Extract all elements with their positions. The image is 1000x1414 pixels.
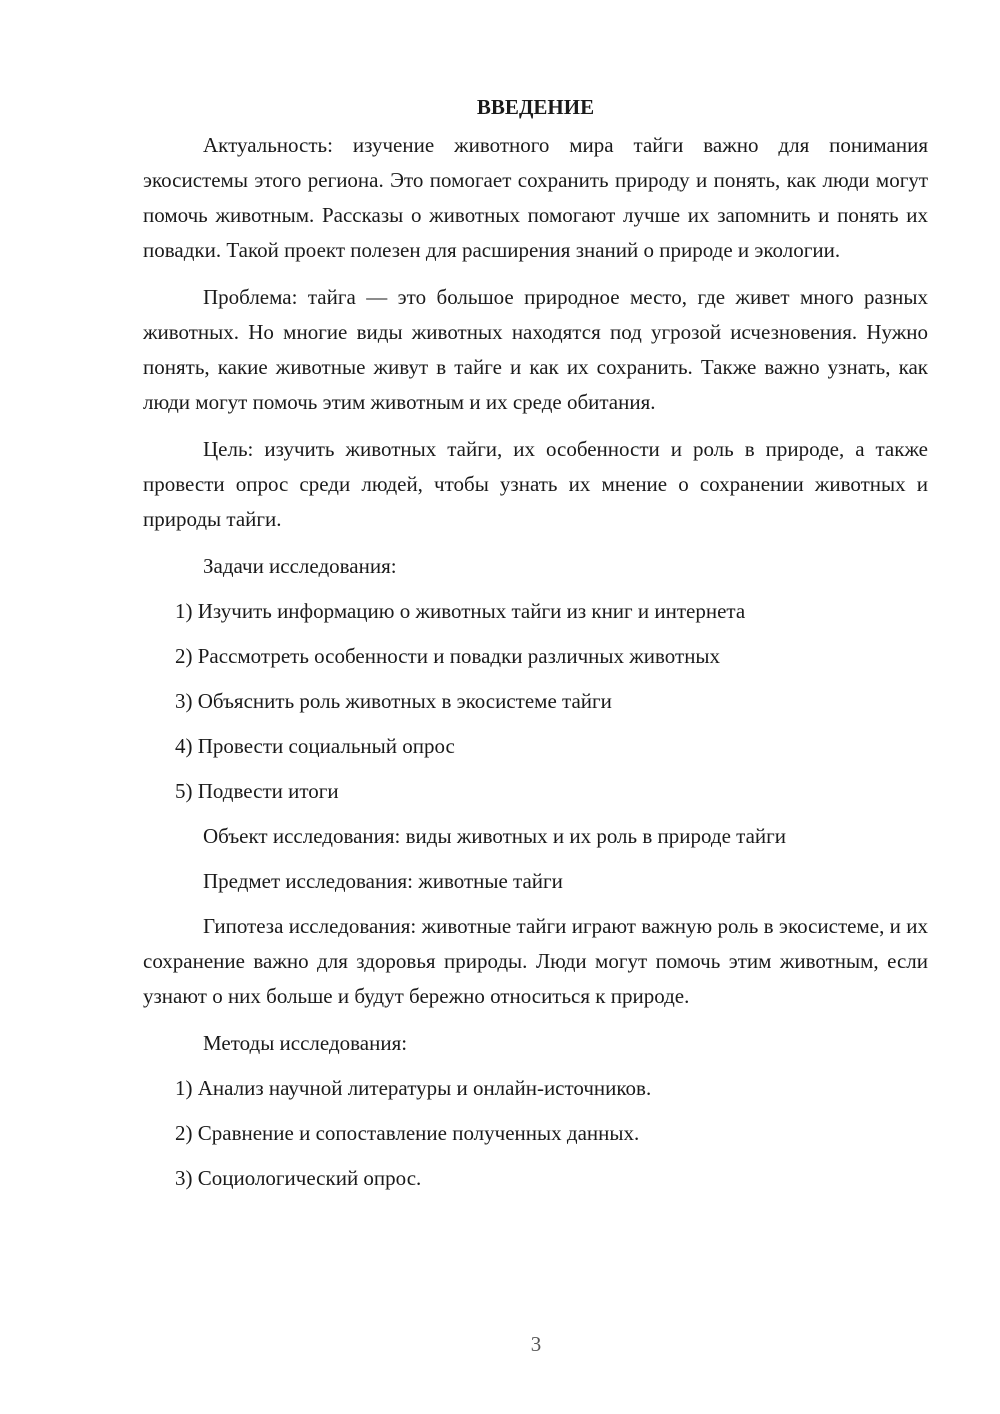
list-item: 2) Сравнение и сопоставление полученных данных. [175, 1121, 640, 1145]
document-page [143, 92, 928, 1206]
relevance-paragraph: Актуальность: изучение животного мира тайги важно для понимания экосистемы этого региона. Это помогает сохранить природу и понять, как люди могут помочь животным. Рассказы о животных помогают лучше их запомнить и понять их повадки. Такой проект полезен для расширения знаний о природе и экологии. [143, 133, 928, 262]
hypothesis-paragraph: Гипотеза исследования: животные тайги играют важную роль в экосистеме, и их сохранение важно для здоровья природы. Люди могут помочь этим животным, если узнают о них больше и будут бережно относиться к природе. [143, 914, 928, 1008]
list-item: 2) Рассмотреть особенности и повадки различных животных [175, 644, 721, 668]
list-item: 5) Подвести итоги [175, 779, 339, 803]
methods-list [143, 1071, 928, 1196]
problem-paragraph: Проблема: тайга — это большое природное место, где живет много разных животных. Но многие виды животных находятся под угрозой исчезновения. Нужно понять, какие животные живут в тайге и как их сохранить. Также важно узнать, как люди могут помочь этим животным и их среде обитания. [143, 285, 928, 414]
research-subject: Предмет исследования: животные тайги [203, 869, 563, 893]
page-title: ВВЕДЕНИЕ [476, 95, 595, 119]
list-item: 1) Анализ научной литературы и онлайн-источников. [175, 1076, 652, 1100]
methods-heading: Методы исследования: [203, 1031, 408, 1055]
list-item: 3) Социологический опрос. [175, 1166, 422, 1190]
list-item: 1) Изучить информацию о животных тайги из книг и интернета [175, 599, 746, 623]
list-item: 3) Объяснить роль животных в экосистеме тайги [175, 689, 612, 713]
research-object: Объект исследования: виды животных и их роль в природе тайги [203, 824, 786, 848]
tasks-list [143, 594, 928, 809]
list-item: 4) Провести социальный опрос [175, 734, 455, 758]
tasks-heading: Задачи исследования: [203, 554, 397, 578]
goal-paragraph: Цель: изучить животных тайги, их особенности и роль в природе, а также провести опрос среди людей, чтобы узнать их мнение о сохранении животных и природы тайги. [143, 437, 928, 531]
page-number: 3 [530, 1332, 542, 1356]
